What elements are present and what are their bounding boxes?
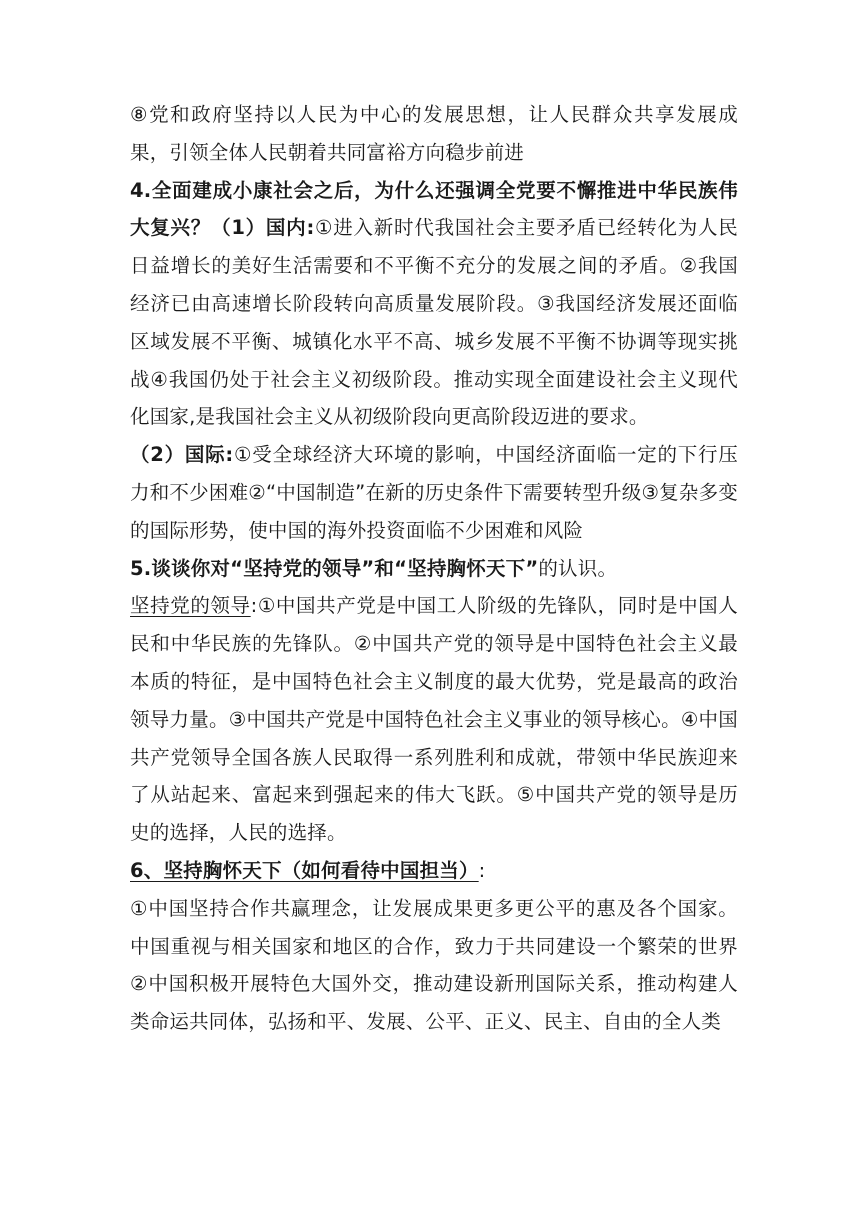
paragraph-item-8 [130,96,738,172]
document-body [130,96,738,1041]
question-6-heading: 6、坚持胸怀天下（如何看待中国担当） [130,858,479,882]
leadership-colon: : [250,594,258,618]
international-text: ①受全球经济大环境的影响，中国经济面临一定的下行压力和不少困难②“中国制造”在新的历史条件下需要转型升级③复杂多变的国际形势，使中国的海外投资面临不少困难和风险 [130,443,738,542]
question-6-text: ①中国坚持合作共赢理念，让发展成果更多更公平的惠及各个国家。中国重视与相关国家和地区的合作，致力于共同建设一个繁荣的世界②中国积极开展特色大国外交，推动建设新刑国际关系，推动构建人类命运共同体，弘扬和平、发展、公平、正义、民主、自由的全人类 [130,896,738,1034]
question-4-heading: 4.全面建成小康社会之后，为什么还强调全党要不懈推进中华民族伟大复兴？ [130,178,738,240]
question-6-heading-colon: : [478,858,486,882]
question-5-heading-tail: 的认识。 [538,556,618,580]
domestic-label: （1）国内: [211,216,315,240]
leadership-paragraph [130,587,738,852]
question-4 [130,172,738,437]
domestic-text: ①进入新时代我国社会主要矛盾已经转化为人民日益增长的美好生活需要和不平衡不充分的发展之间的矛盾。②我国经济已由高速增长阶段转向高质量发展阶段。③我国经济发展还面临区域发展不平衡、城镇化水平不高、城乡发展不平衡不协调等现实挑战④我国仍处于社会主义初级阶段。推动实现全面建设社会主义现代化国家,是我国社会主义从初级阶段向更高阶段迈进的要求。 [130,216,738,429]
question-5 [130,550,738,588]
leadership-text: ①中国共产党是中国工人阶级的先锋队，同时是中国人民和中华民族的先锋队。②中国共产党的领导是中国特色社会主义最本质的特征，是中国特色社会主义制度的最大优势，党是最高的政治领导力量。③中国共产党是中国特色社会主义事业的领导核心。④中国共产党领导全国各族人民取得一系列胜利和成就，带领中华民族迎来了从站起来、富起来到强起来的伟大飞跃。⑤中国共产党的领导是历史的选择，人民的选择。 [130,594,738,845]
leadership-label: 坚持党的领导 [130,594,251,618]
question-6-paragraph [130,890,738,1041]
international-paragraph [130,436,738,549]
question-6 [130,852,738,890]
paragraph-text: ⑧党和政府坚持以人民为中心的发展思想，让人民群众共享发展成果，引领全体人民朝着共同富裕方向稳步前进 [130,103,738,164]
international-label: （2）国际: [130,443,234,467]
question-5-heading: 5.谈谈你对“坚持党的领导”和“坚持胸怀天下” [130,556,539,580]
